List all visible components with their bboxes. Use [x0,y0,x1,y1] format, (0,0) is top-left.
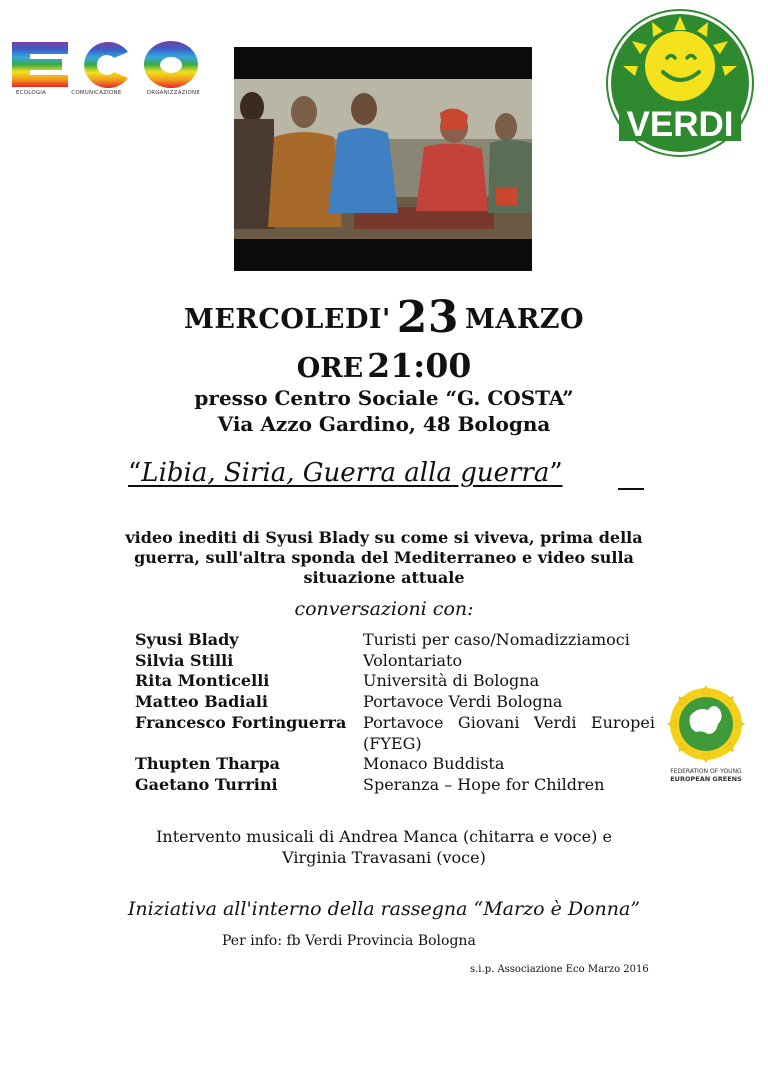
event-month: MARZO [465,304,585,335]
speaker-name: Rita Monticelli [135,671,270,691]
women-seated-scene [234,47,532,271]
event-time-label: ORE [296,353,364,384]
fyeg-europe-emblem [666,686,746,786]
speaker-name: Syusi Blady [135,630,239,649]
speaker-row [135,692,655,713]
initiative-note: Iniziativa all'interno della rassegna “Marzo è Donna” [127,898,641,920]
conversations-label: conversazioni con: [294,598,474,620]
speaker-row [135,651,655,672]
speaker-row [135,630,655,651]
event-time-value: 21:00 [367,346,472,385]
event-address: Via Azzo Gardino, 48 Bologna [217,412,551,436]
speaker-role: Speranza – Hope for Children [363,774,605,794]
verdi-logo-text: VERDI [626,105,734,144]
speaker-row [135,754,655,775]
event-venue: presso Centro Sociale “G. COSTA” [194,386,574,410]
eco-logo [10,40,200,100]
event-description: video inediti di Syusi Blady su come si viveva, prima della guerra, sull'altra sponda del Mediterraneo e video sulla situazione attuale [125,528,643,587]
speaker-name: Silvia Stilli [135,650,234,670]
info-contact: Per info: fb Verdi Provincia Bologna [222,933,476,949]
event-day: 23 [396,292,459,343]
speaker-name: Francesco Fortinguerra [135,712,347,732]
sip-footer: s.i.p. Associazione Eco Marzo 2016 [470,964,649,975]
fyeg-logo-line2: EUROPEAN GREENS [670,775,742,783]
speaker-name: Gaetano Turrini [135,774,278,794]
speakers-list [135,630,655,796]
event-title: “Libia, Siria, Guerra alla guerra” [128,458,563,488]
speaker-role: Monaco Buddista [363,754,505,774]
speaker-row [135,671,655,692]
eco-subtitle: ECOLOGIA COMUNICAZIONE ORGANIZZAZIONE [16,90,200,96]
speaker-name: Thupten Tharpa [135,754,281,774]
music-line-2: Virginia Travasani (voce) [282,848,486,867]
event-weekday: MERCOLEDI' [183,304,391,335]
speaker-name: Matteo Badiali [135,692,268,712]
verdi-logo [605,8,755,158]
video-still-image [234,47,532,271]
event-title-text: Libia, Siria, Guerra alla guerra [141,458,550,488]
speaker-row [135,713,655,754]
eco-rainbow-letters [10,40,200,88]
speaker-role: Turisti per caso/Nomadizziamoci [363,630,630,649]
speaker-row [135,775,655,796]
event-time [0,346,768,385]
music-line-1: Intervento musicali di Andrea Manca (chitarra e voce) e [156,827,612,846]
verdi-sun-emblem [605,8,755,158]
fyeg-logo-line1: FEDERATION OF YOUNG [670,768,742,775]
speaker-role: Università di Bologna [363,671,540,691]
speaker-role: Volontariato [363,650,463,670]
title-underline-extension [618,488,644,490]
speaker-role: Portavoce Verdi Bologna [363,692,563,712]
speaker-role: Portavoce Giovani Verdi Europei (FYEG) [363,712,655,753]
music-note [120,826,648,868]
event-date [0,292,768,343]
fyeg-logo [666,686,746,786]
